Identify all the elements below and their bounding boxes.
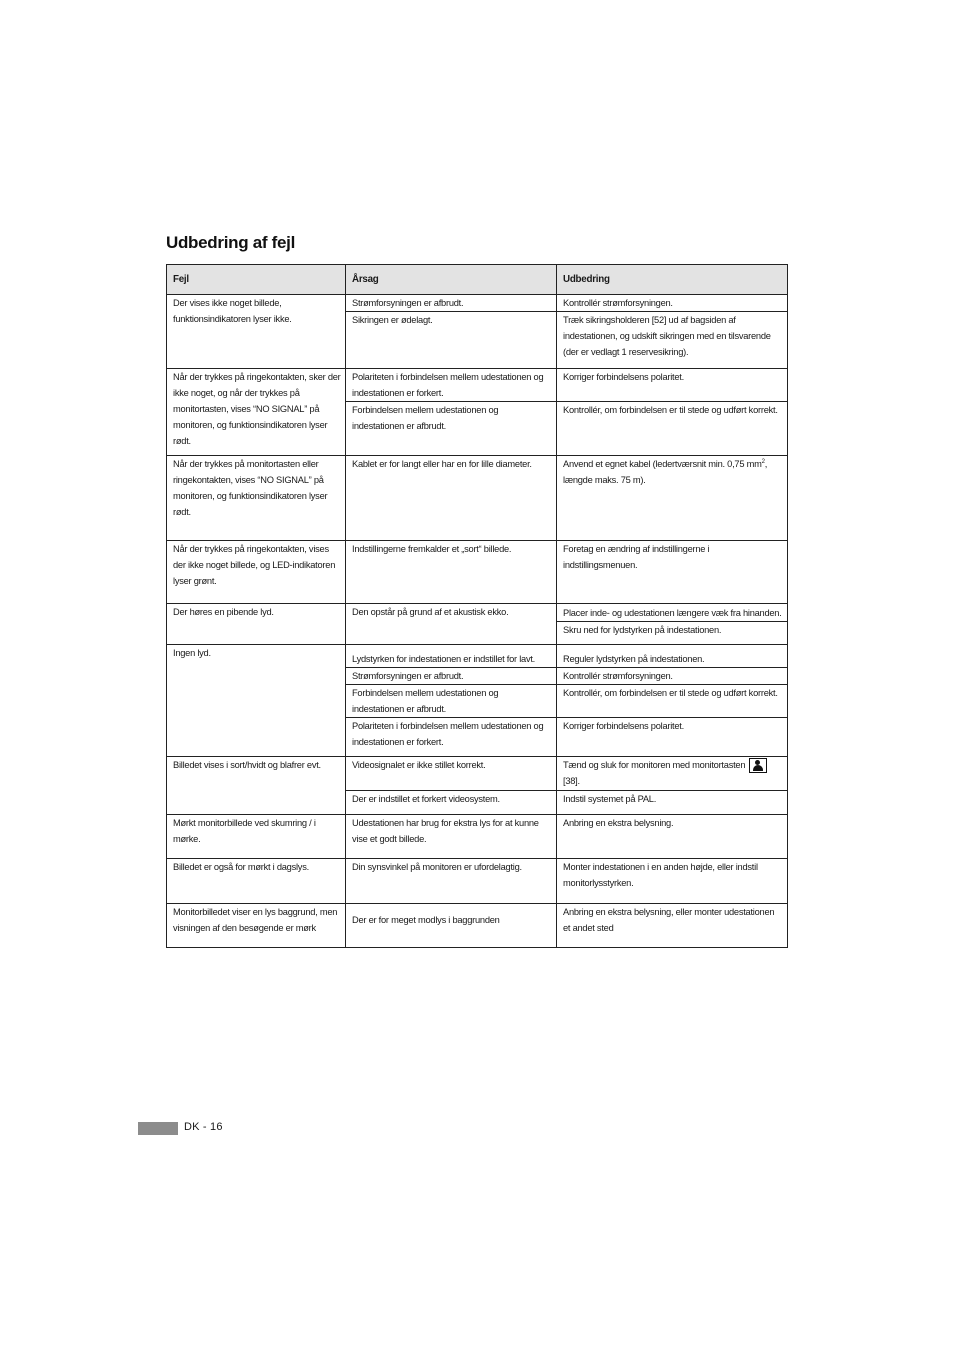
fix-cell: Kontrollér, om forbindelsen er til stede og udført korrekt. (557, 402, 788, 456)
monitor-person-icon (749, 758, 767, 773)
cause-cell: Polariteten i forbindelsen mellem udestationen og indestationen er forkert. (346, 369, 557, 402)
cause-cell: Udestationen har brug for ekstra lys for at kunne vise et godt billede. (346, 815, 557, 859)
page-title: Udbedring af fejl (166, 233, 296, 252)
cause-cell: Videosignalet er ikke stillet korrekt. (346, 757, 557, 791)
table-row (167, 604, 788, 622)
cause-cell: Lydstyrken for indestationen er indstillet for lavt. (346, 645, 557, 668)
cause-cell: Polariteten i forbindelsen mellem udestationen og indestationen er forkert. (346, 718, 557, 757)
cause-cell: Sikringen er ødelagt. (346, 312, 557, 369)
table-header-row (167, 265, 788, 295)
cause-cell: Indstillingerne fremkalder et „sort“ billede. (346, 541, 557, 604)
header-fault: Fejl (167, 265, 346, 295)
header-fix: Udbedring (557, 265, 788, 295)
cause-cell: Den opstår på grund af et akustisk ekko. (346, 604, 557, 645)
cause-cell: Din synsvinkel på monitoren er ufordelagtig. (346, 859, 557, 904)
table-row (167, 645, 788, 668)
fix-cell: Korriger forbindelsens polaritet. (557, 369, 788, 402)
fix-cell: Kontrollér, om forbindelsen er til stede og udført korrekt. (557, 685, 788, 718)
fault-cell: Når der trykkes på ringekontakten, sker der ikke noget, og når der trykkes på monitortasten, vises “NO SIGNAL” på monitoren, og funktionsindikatoren lyser rødt. (167, 369, 346, 456)
fix-cell: Træk sikringsholderen [52] ud af bagsiden af indestationen, og udskift sikringen med en tilsvarende (der er vedlagt 1 reservesikring). (557, 312, 788, 369)
fault-cell: Når der trykkes på ringekontakten, vises der ikke noget billede, og LED-indikatoren lyser grønt. (167, 541, 346, 604)
cause-cell: Der er for meget modlys i baggrunden (346, 904, 557, 948)
fix-cell: Skru ned for lydstyrken på indestationen. (557, 622, 788, 645)
cause-cell: Kablet er for langt eller har en for lille diameter. (346, 456, 557, 541)
cause-cell: Strømforsyningen er afbrudt. (346, 295, 557, 312)
fix-cell: Placer inde- og udestationen længere væk fra hinanden. (557, 604, 788, 622)
fault-cell: Der høres en pibende lyd. (167, 604, 346, 645)
fix-cell: Korriger forbindelsens polaritet. (557, 718, 788, 757)
fix-cell (557, 757, 788, 791)
fix-cell: Reguler lydstyrken på indestationen. (557, 645, 788, 668)
table-row (167, 295, 788, 312)
fix-text: , længde maks. 75 m). (563, 459, 768, 485)
header-cause: Årsag (346, 265, 557, 295)
table-row (167, 904, 788, 948)
page-number: DK - 16 (184, 1121, 223, 1133)
cause-cell: Forbindelsen mellem udestationen og indestationen er afbrudt. (346, 685, 557, 718)
fault-cell: Monitorbilledet viser en lys baggrund, men visningen af den besøgende er mørk (167, 904, 346, 948)
fault-cell: Der vises ikke noget billede, funktionsindikatoren lyser ikke. (167, 295, 346, 369)
cause-cell: Strømforsyningen er afbrudt. (346, 668, 557, 685)
fix-cell: Indstil systemet på PAL. (557, 791, 788, 815)
superscript: 2 (761, 458, 765, 465)
fix-cell: Anbring en ekstra belysning. (557, 815, 788, 859)
table-row (167, 757, 788, 791)
table-row (167, 815, 788, 859)
table-row (167, 456, 788, 541)
fix-cell (557, 456, 788, 541)
table-row (167, 369, 788, 402)
footer-bar (138, 1122, 178, 1135)
table-row (167, 541, 788, 604)
fix-cell: Anbring en ekstra belysning, eller monter udestationen et andet sted (557, 904, 788, 948)
cause-cell: Der er indstillet et forkert videosystem. (346, 791, 557, 815)
fix-text: Tænd og sluk for monitoren med monitortasten (563, 760, 746, 770)
table-row (167, 859, 788, 904)
fix-text: [38]. (563, 776, 580, 787)
fix-cell: Foretag en ændring af indstillingerne i indstillingsmenuen. (557, 541, 788, 604)
troubleshooting-table (166, 264, 788, 948)
fault-cell: Ingen lyd. (167, 645, 346, 757)
cause-cell: Forbindelsen mellem udestationen og indestationen er afbrudt. (346, 402, 557, 456)
fix-text: Anvend et egnet kabel (ledertværsnit min. 0,75 mm (563, 459, 762, 469)
fault-cell: Når der trykkes på monitortasten eller ringekontakten, vises “NO SIGNAL” på monitoren, og funktionsindikatoren lyser rødt. (167, 456, 346, 541)
fault-cell: Billedet vises i sort/hvidt og blafrer evt. (167, 757, 346, 815)
fault-cell: Mørkt monitorbillede ved skumring / i mørke. (167, 815, 346, 859)
fault-cell: Billedet er også for mørkt i dagslys. (167, 859, 346, 904)
fix-cell: Kontrollér strømforsyningen. (557, 295, 788, 312)
fix-cell: Kontrollér strømforsyningen. (557, 668, 788, 685)
fix-cell: Monter indestationen i en anden højde, eller indstil monitorlysstyrken. (557, 859, 788, 904)
